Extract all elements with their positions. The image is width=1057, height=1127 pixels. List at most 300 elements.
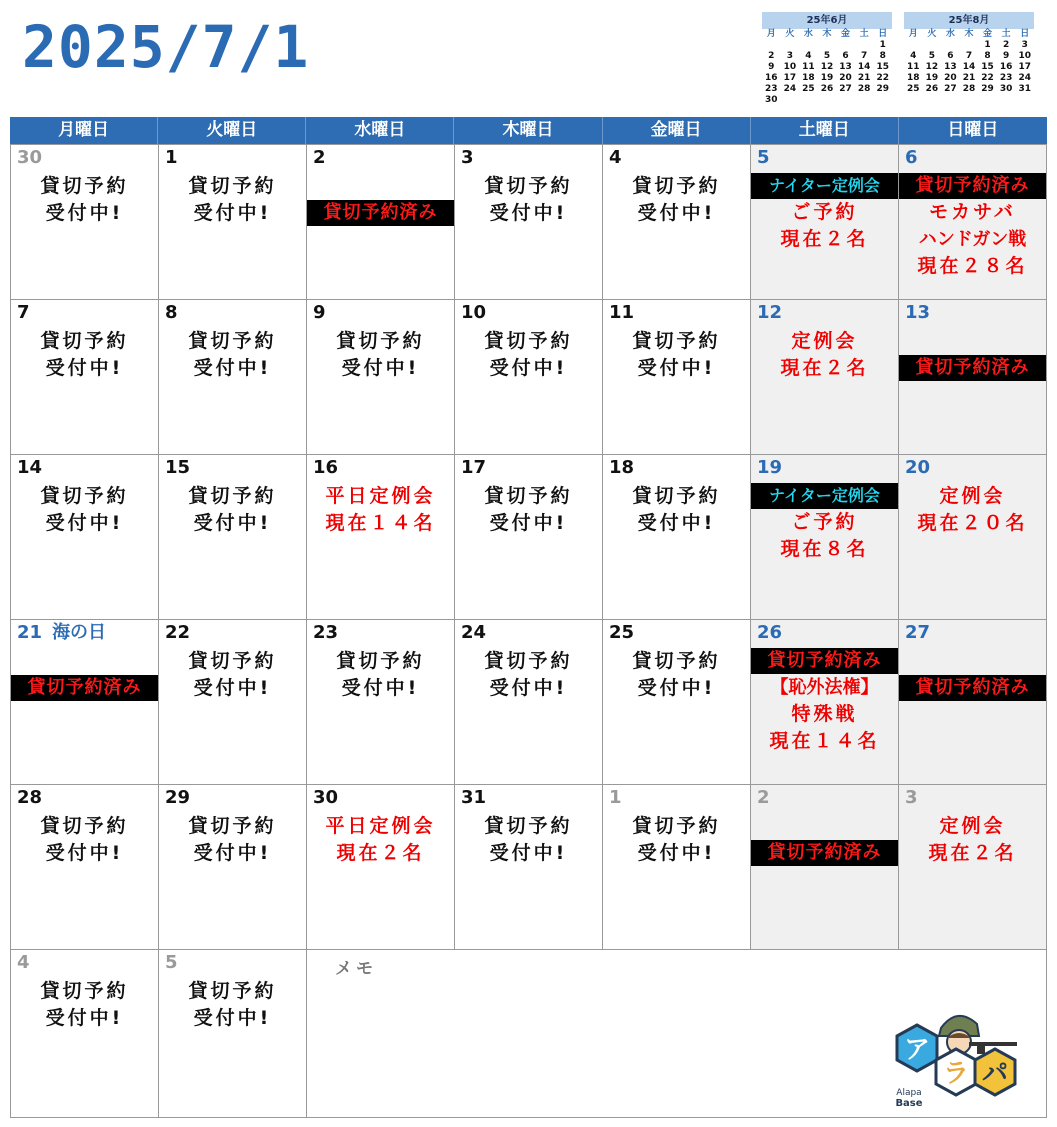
mini-weekday-label: 月	[908, 29, 918, 39]
event-text: 現在２名	[780, 357, 869, 379]
day-cell[interactable]	[159, 950, 307, 1118]
event-text: 受付中!	[637, 512, 716, 534]
mini-calendar-grid	[904, 29, 1034, 95]
mini-weekday-label: 土	[859, 29, 869, 39]
event-text: 現在２０名	[917, 512, 1028, 534]
event-banner: 貸切予約済み	[11, 675, 158, 701]
mini-day: 27	[839, 84, 852, 94]
event-text: 現在８名	[780, 538, 869, 560]
event-text: 平日定例会	[325, 815, 436, 837]
event-text: 貸切予約	[40, 330, 129, 352]
weekday-header-cell: 水曜日	[306, 117, 454, 144]
page-title: 2025/7/1	[22, 13, 310, 81]
event-text: モカサバ	[929, 201, 1016, 223]
event-text	[899, 328, 1046, 355]
event-lines	[603, 813, 750, 867]
day-number	[905, 148, 918, 168]
mini-day: 25	[802, 84, 815, 94]
day-number-text: 11	[609, 302, 635, 323]
event-text: 受付中!	[193, 202, 272, 224]
event-text: 貸切予約	[188, 815, 277, 837]
weekday-header-cell: 木曜日	[454, 117, 602, 144]
weekday-header-cell: 火曜日	[158, 117, 306, 144]
day-number-text: 30	[313, 787, 339, 808]
event-lines	[159, 483, 306, 537]
mini-day: 10	[1018, 51, 1031, 61]
day-number	[165, 788, 190, 808]
mini-weekday-label: 土	[1001, 29, 1011, 39]
day-number	[905, 458, 930, 478]
event-text: 受付中!	[193, 677, 272, 699]
day-number-text: 22	[165, 622, 191, 643]
event-text: 定例会	[939, 485, 1006, 507]
day-cell[interactable]	[159, 145, 307, 300]
day-number-text: 1	[165, 147, 178, 168]
mini-day: 21	[962, 73, 976, 83]
event-text: 受付中!	[489, 842, 568, 864]
day-number	[757, 788, 770, 808]
day-cell[interactable]	[751, 300, 899, 455]
event-text: 貸切予約	[484, 485, 573, 507]
event-lines	[751, 813, 898, 866]
event-lines	[159, 978, 306, 1032]
event-text: 受付中!	[45, 1007, 124, 1029]
event-lines	[751, 483, 898, 563]
mini-day: 24	[1018, 73, 1031, 83]
event-lines	[307, 648, 454, 702]
mini-day: 5	[823, 51, 831, 61]
event-text: 現在２名	[928, 842, 1017, 864]
event-text: 貸切予約	[484, 650, 573, 672]
weekday-header-cell: 日曜日	[947, 120, 999, 140]
event-text: 貸切予約	[40, 815, 129, 837]
event-text: 現在２名	[780, 228, 869, 250]
day-number	[609, 303, 634, 323]
day-cell[interactable]	[159, 785, 307, 950]
mini-day: 26	[820, 84, 834, 94]
mini-day: 24	[783, 84, 797, 94]
day-number	[17, 788, 42, 808]
event-text: 受付中!	[489, 677, 568, 699]
event-lines	[11, 978, 158, 1032]
day-cell[interactable]	[751, 620, 899, 785]
day-number	[905, 788, 918, 808]
event-text: 貸切予約	[40, 485, 129, 507]
day-cell[interactable]	[603, 300, 751, 455]
event-lines	[11, 648, 158, 701]
event-text: 【恥外法権】	[770, 677, 879, 698]
mini-day: 8	[879, 51, 886, 61]
event-text: 平日定例会	[325, 485, 436, 507]
event-text: 貸切予約	[336, 650, 425, 672]
mini-day	[855, 40, 874, 51]
day-number-text: 9	[313, 302, 326, 323]
mini-day	[799, 40, 818, 51]
day-number	[461, 623, 486, 643]
event-text: 貸切予約	[484, 175, 573, 197]
mini-weekday-label: 木	[822, 29, 832, 39]
mini-day: 20	[944, 73, 957, 83]
mini-weekday-label: 木	[964, 29, 974, 39]
event-lines	[899, 173, 1046, 280]
logo-caption-base: Base	[895, 1098, 923, 1109]
day-number-text: 13	[905, 302, 931, 323]
day-cell[interactable]	[307, 300, 455, 455]
mini-calendar-title: 25年8月	[904, 12, 1034, 29]
day-number	[17, 953, 30, 973]
day-cell[interactable]	[899, 620, 1047, 785]
event-lines	[455, 328, 602, 382]
day-number	[165, 458, 190, 478]
day-number-text: 12	[757, 302, 783, 323]
day-cell[interactable]	[455, 455, 603, 620]
mini-day: 20	[839, 73, 852, 83]
mini-day: 4	[805, 51, 812, 61]
day-number	[609, 623, 634, 643]
day-number-text: 29	[165, 787, 191, 808]
mini-day: 16	[765, 73, 778, 83]
day-number	[609, 458, 634, 478]
event-text	[751, 813, 898, 840]
event-text: 受付中!	[637, 202, 716, 224]
mini-day: 26	[925, 84, 939, 94]
mini-day	[762, 40, 781, 51]
day-number-text: 19	[757, 457, 783, 478]
day-cell[interactable]	[307, 620, 455, 785]
day-number	[461, 303, 486, 323]
weekday-header-cell: 土曜日	[751, 117, 899, 144]
event-text: 受付中!	[45, 842, 124, 864]
mini-day	[781, 40, 800, 51]
mini-day	[960, 40, 979, 51]
weekday-header-cell: 月曜日	[10, 117, 158, 144]
mini-day: 31	[1018, 84, 1031, 94]
logo-caption-alapa: Alapa	[896, 1088, 922, 1098]
day-number-text: 5	[757, 147, 770, 168]
mini-day: 15	[981, 62, 994, 72]
day-cell[interactable]	[307, 785, 455, 950]
day-number-text: 31	[461, 787, 487, 808]
day-number-text: 1	[609, 787, 622, 808]
event-text: 受付中!	[489, 357, 568, 379]
event-lines	[307, 813, 454, 867]
mini-day: 22	[876, 73, 889, 83]
day-cell[interactable]	[603, 455, 751, 620]
day-number-text: 2	[757, 787, 770, 808]
day-cell[interactable]	[899, 300, 1047, 455]
day-number-text: 3	[905, 787, 918, 808]
day-number-text: 4	[609, 147, 622, 168]
event-text: 受付中!	[45, 512, 124, 534]
event-lines	[307, 173, 454, 226]
day-cell[interactable]	[899, 145, 1047, 300]
event-banner: 貸切予約済み	[307, 200, 454, 226]
event-lines	[899, 483, 1046, 537]
mini-day: 16	[999, 62, 1013, 72]
day-cell[interactable]	[11, 300, 159, 455]
event-text: 貸切予約	[484, 330, 573, 352]
day-cell[interactable]	[307, 455, 455, 620]
day-number	[461, 148, 474, 168]
event-text: 貸切予約	[188, 650, 277, 672]
mini-day: 2	[1003, 40, 1010, 50]
event-text: 貸切予約	[188, 330, 277, 352]
event-lines	[159, 173, 306, 227]
event-text: 受付中!	[193, 512, 272, 534]
mini-weekday-label: 金	[983, 29, 993, 39]
event-text: 貸切予約	[632, 175, 721, 197]
day-number	[905, 303, 930, 323]
mini-day: 7	[861, 51, 868, 61]
mini-day: 23	[999, 73, 1013, 83]
day-number-text: 21	[17, 622, 43, 643]
day-cell[interactable]	[11, 145, 159, 300]
mini-day: 6	[842, 51, 849, 61]
event-lines	[159, 328, 306, 382]
day-number-text: 26	[757, 622, 783, 643]
mini-day: 13	[944, 62, 957, 72]
event-text: 貸切予約	[40, 980, 129, 1002]
day-cell[interactable]	[307, 145, 455, 300]
mini-day: 28	[962, 84, 976, 94]
mini-day: 13	[839, 62, 852, 72]
day-cell[interactable]	[603, 620, 751, 785]
mini-calendar-august	[904, 12, 1034, 95]
event-banner: ナイター定例会	[751, 173, 898, 199]
event-banner: 貸切予約済み	[751, 840, 898, 866]
mini-day: 1	[879, 40, 886, 50]
event-banner: ナイター定例会	[751, 483, 898, 509]
event-lines	[751, 328, 898, 382]
day-number-text: 23	[313, 622, 339, 643]
mini-day	[818, 40, 837, 51]
weekday-header	[10, 117, 1047, 144]
event-text: 貸切予約	[484, 815, 573, 837]
mini-day: 27	[944, 84, 957, 94]
event-text	[307, 173, 454, 200]
event-text: 受付中!	[193, 1007, 272, 1029]
event-lines	[307, 328, 454, 382]
day-cell[interactable]	[603, 145, 751, 300]
day-number	[313, 148, 326, 168]
event-banner: 貸切予約済み	[899, 355, 1046, 381]
day-number	[17, 303, 30, 323]
day-number-text: 30	[17, 147, 43, 168]
event-text: 受付中!	[637, 357, 716, 379]
event-lines	[899, 328, 1046, 381]
day-cell[interactable]	[159, 455, 307, 620]
mini-day: 12	[820, 62, 834, 72]
event-lines	[603, 173, 750, 227]
day-number-text: 24	[461, 622, 487, 643]
mini-calendar-title: 25年6月	[762, 12, 892, 29]
event-banner: 貸切予約済み	[751, 648, 898, 674]
event-text: 受付中!	[341, 677, 420, 699]
day-cell[interactable]	[11, 620, 159, 785]
mini-day: 7	[965, 51, 973, 61]
event-text: 受付中!	[341, 357, 420, 379]
event-text: ご予約	[791, 201, 858, 223]
mini-day: 14	[857, 62, 871, 72]
mini-day: 9	[768, 62, 775, 72]
mini-day: 10	[783, 62, 797, 72]
day-number-text: 10	[461, 302, 487, 323]
day-number-text: 17	[461, 457, 487, 478]
mini-day: 25	[907, 84, 920, 94]
event-lines	[455, 813, 602, 867]
day-cell[interactable]	[11, 950, 159, 1118]
day-number-text: 27	[905, 622, 931, 643]
mini-day: 3	[1021, 40, 1028, 50]
mini-day: 17	[1018, 62, 1031, 72]
event-lines	[603, 328, 750, 382]
day-number-text: 18	[609, 457, 635, 478]
mini-day: 12	[925, 62, 939, 72]
day-cell[interactable]	[455, 785, 603, 950]
day-number	[757, 303, 782, 323]
event-lines	[899, 648, 1046, 701]
event-text	[11, 648, 158, 675]
mini-day: 18	[907, 73, 920, 83]
event-text: 貸切予約	[632, 815, 721, 837]
mini-day: 30	[999, 84, 1013, 94]
memo-label: メモ	[335, 959, 377, 979]
day-number	[757, 623, 782, 643]
mini-calendar-june	[762, 12, 892, 106]
mini-day	[904, 40, 923, 51]
day-cell[interactable]	[455, 300, 603, 455]
event-banner: 貸切予約済み	[899, 675, 1046, 701]
mini-day	[941, 40, 960, 51]
day-number	[757, 148, 770, 168]
day-cell[interactable]	[751, 785, 899, 950]
mini-day: 19	[925, 73, 939, 83]
event-lines	[603, 483, 750, 537]
day-cell[interactable]	[751, 455, 899, 620]
day-cell[interactable]	[11, 785, 159, 950]
event-text: 貸切予約	[188, 175, 277, 197]
event-text: 定例会	[791, 330, 858, 352]
event-lines	[455, 173, 602, 227]
mini-day: 11	[907, 62, 920, 72]
day-cell[interactable]	[159, 620, 307, 785]
event-lines	[159, 813, 306, 867]
day-number	[757, 458, 782, 478]
mini-day	[836, 40, 855, 51]
mini-day: 6	[947, 51, 954, 61]
mini-day: 21	[857, 73, 871, 83]
holiday-label: 海の日	[52, 622, 107, 643]
mini-weekday-label: 水	[945, 29, 955, 39]
day-number-text: 20	[905, 457, 931, 478]
mini-day: 3	[786, 51, 793, 61]
logo-letter-a: ア	[903, 1035, 931, 1065]
mini-day: 1	[984, 40, 991, 50]
event-lines	[751, 648, 898, 755]
event-lines	[11, 813, 158, 867]
event-text: 貸切予約	[40, 175, 129, 197]
day-number-text: 14	[17, 457, 43, 478]
alapa-base-logo	[889, 1008, 1039, 1113]
mini-weekday-label: 火	[927, 29, 937, 39]
event-text: 現在１４名	[769, 730, 880, 752]
event-text: 貸切予約	[188, 980, 277, 1002]
mini-calendar-grid	[762, 29, 892, 106]
mini-day: 29	[981, 84, 994, 94]
weekday-header-cell: 金曜日	[603, 117, 751, 144]
day-cell[interactable]	[603, 785, 751, 950]
event-lines	[307, 483, 454, 537]
day-number	[165, 148, 178, 168]
day-number-text: 3	[461, 147, 474, 168]
event-text: 受付中!	[489, 512, 568, 534]
logo-letter-pa: パ	[981, 1059, 1009, 1089]
day-number-text: 5	[165, 952, 178, 973]
day-number-text: 28	[17, 787, 43, 808]
mini-weekday-label: 金	[841, 29, 851, 39]
event-text: 受付中!	[45, 202, 124, 224]
day-cell[interactable]	[751, 145, 899, 300]
mini-day: 29	[876, 84, 889, 94]
mini-weekday-label: 日	[878, 29, 888, 39]
mini-day: 14	[962, 62, 976, 72]
day-number-text: 15	[165, 457, 191, 478]
event-lines	[455, 648, 602, 702]
mini-day: 11	[802, 62, 815, 72]
day-cell[interactable]	[455, 145, 603, 300]
mini-day: 15	[876, 62, 889, 72]
day-number	[461, 788, 486, 808]
event-lines	[11, 328, 158, 382]
day-cell[interactable]	[11, 455, 159, 620]
event-text	[899, 648, 1046, 675]
event-text: 受付中!	[489, 202, 568, 224]
event-text: 受付中!	[637, 842, 716, 864]
mini-weekday-label: 月	[766, 29, 776, 39]
day-number	[17, 458, 42, 478]
event-lines	[11, 173, 158, 227]
mini-day: 17	[783, 73, 797, 83]
event-text: 貸切予約	[632, 330, 721, 352]
day-number	[461, 458, 486, 478]
day-number	[17, 623, 106, 643]
event-lines	[603, 648, 750, 702]
day-number-text: 16	[313, 457, 339, 478]
event-text: ハンドガン戦	[918, 229, 1027, 250]
mini-weekday-label: 水	[803, 29, 813, 39]
day-number-text: 7	[17, 302, 30, 323]
event-lines	[159, 648, 306, 702]
mini-day: 28	[857, 84, 871, 94]
event-text: 貸切予約	[632, 485, 721, 507]
day-number	[313, 788, 338, 808]
day-number	[609, 788, 622, 808]
day-cell[interactable]	[455, 620, 603, 785]
mini-day: 23	[765, 84, 778, 94]
event-text: ご予約	[791, 511, 858, 533]
event-lines	[455, 483, 602, 537]
day-cell[interactable]	[899, 785, 1047, 950]
event-text: 貸切予約	[188, 485, 277, 507]
event-lines	[11, 483, 158, 537]
day-number-text: 4	[17, 952, 30, 973]
month-calendar	[10, 117, 1047, 1118]
day-number-text: 6	[905, 147, 918, 168]
day-cell[interactable]	[159, 300, 307, 455]
day-cell[interactable]	[899, 455, 1047, 620]
mini-day: 18	[802, 73, 815, 83]
mini-day: 9	[1003, 51, 1010, 61]
